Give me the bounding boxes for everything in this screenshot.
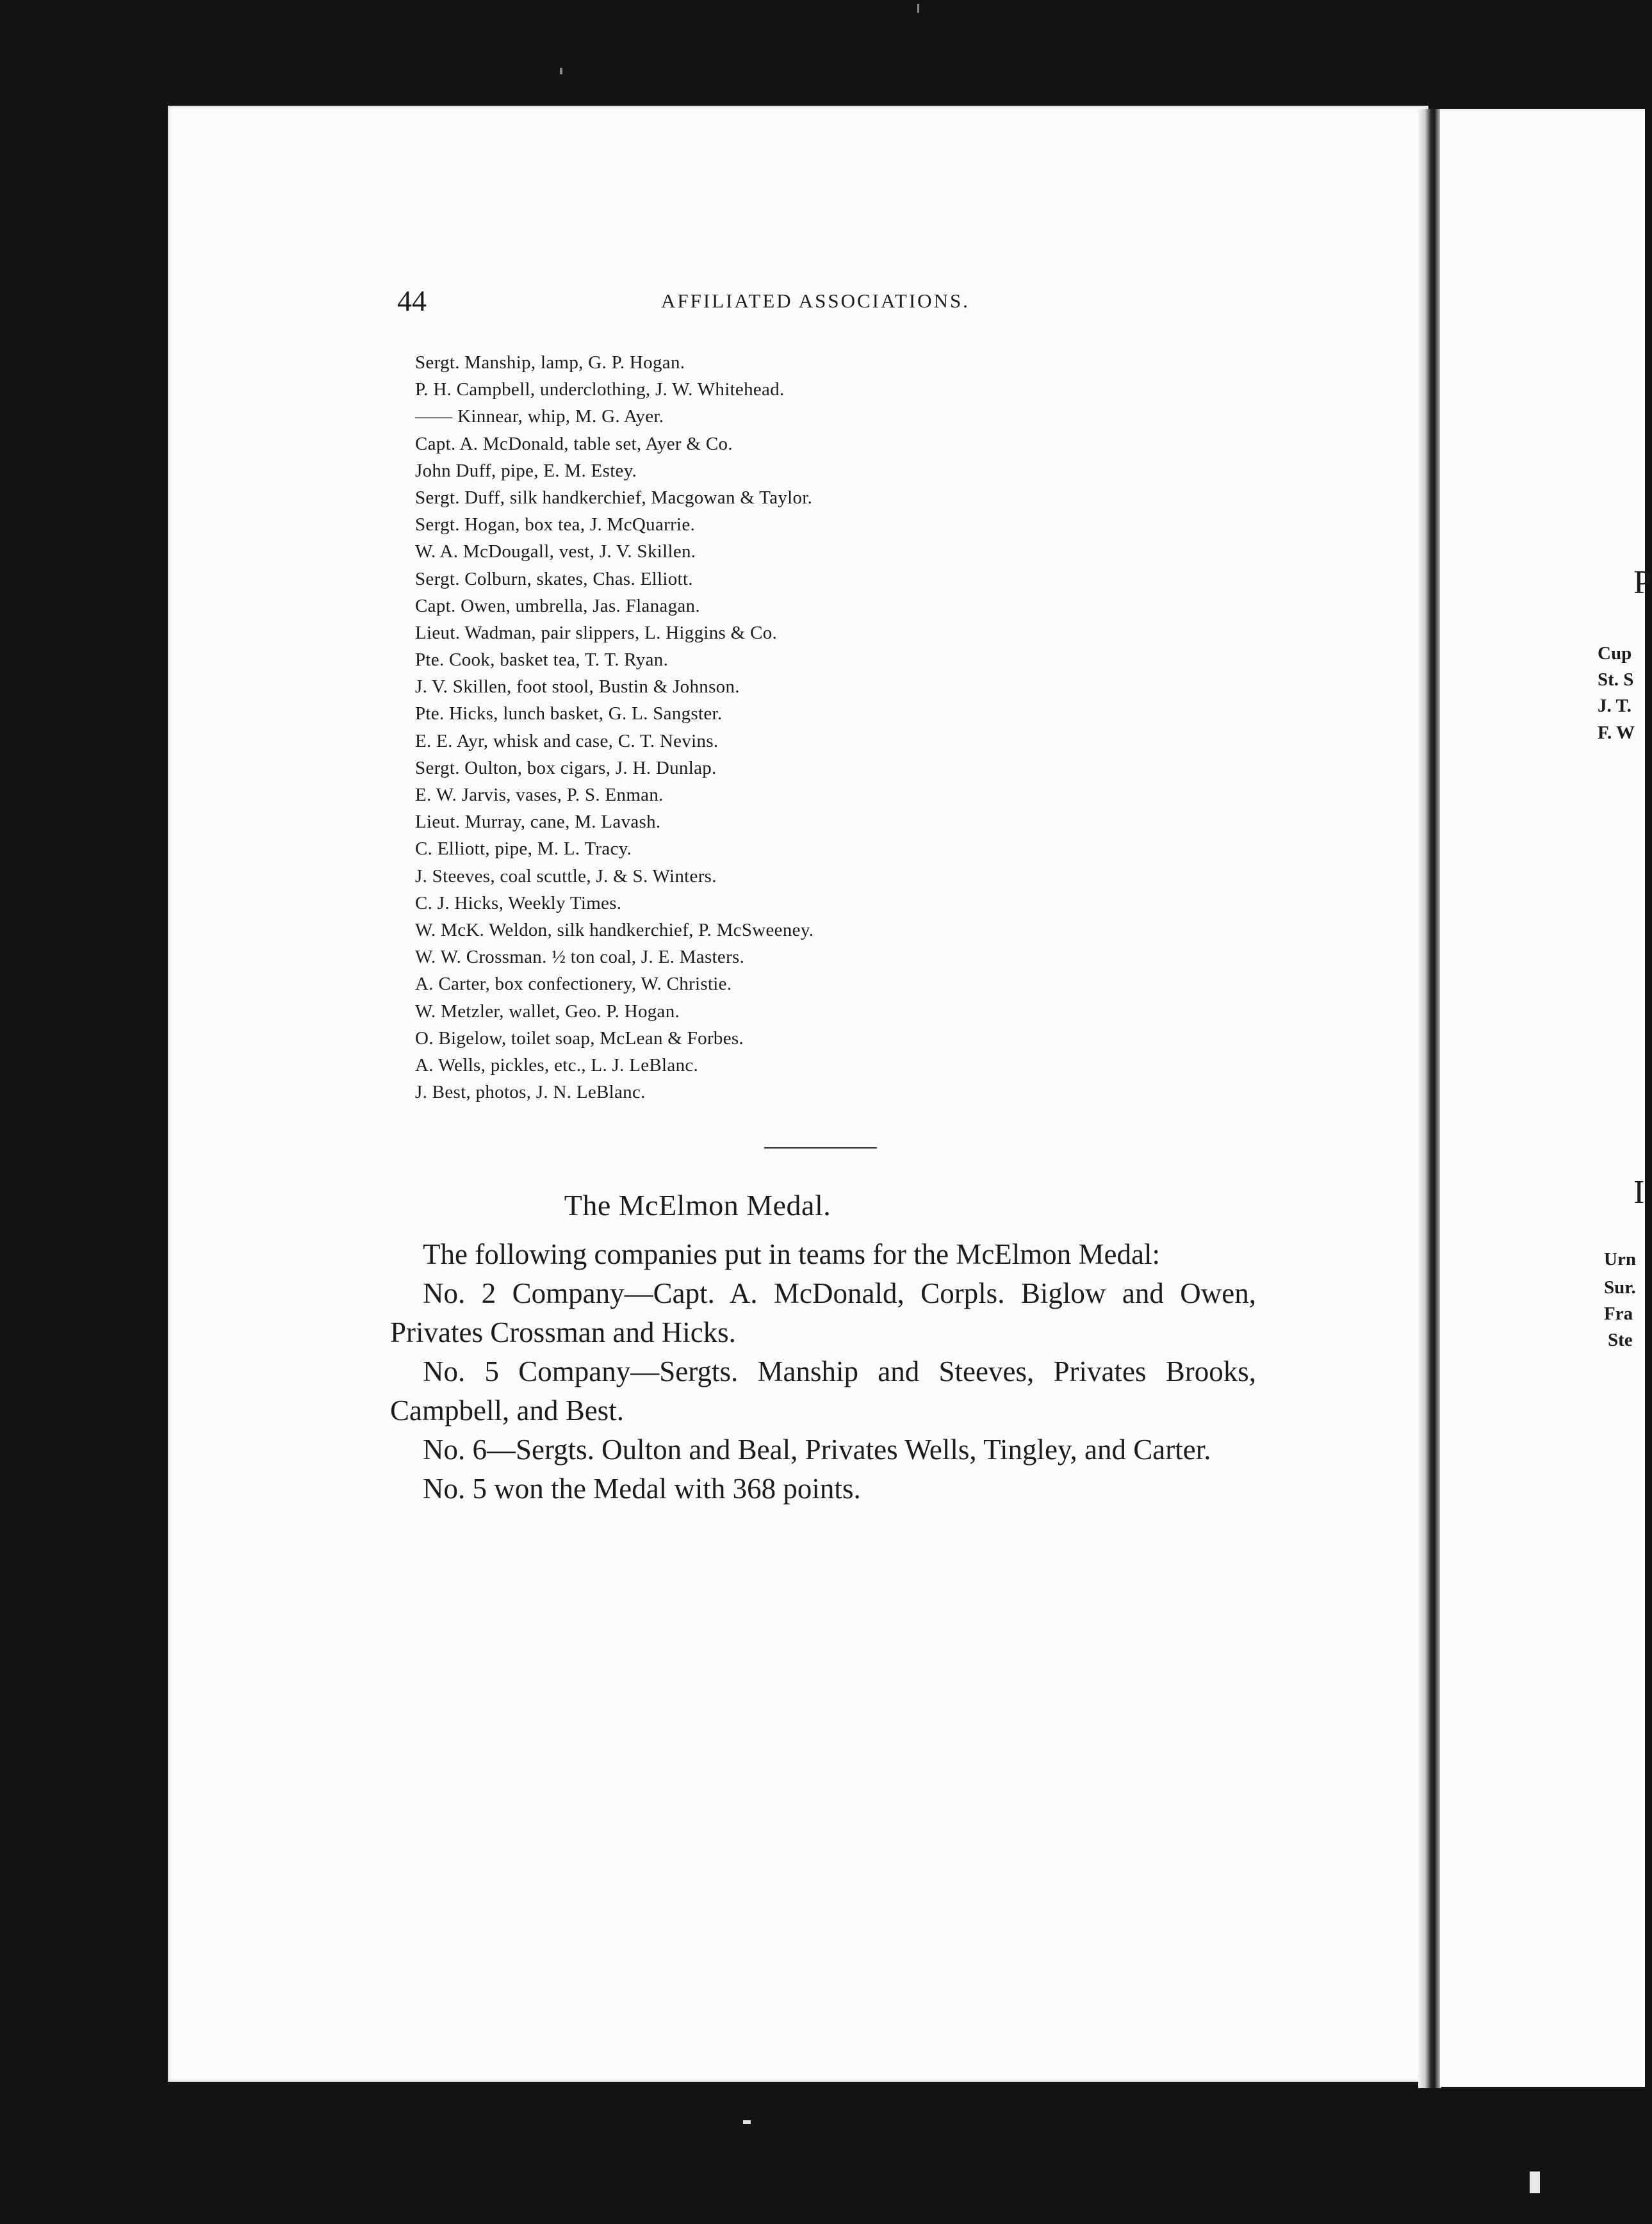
facing-page-line: Urn — [1604, 1249, 1636, 1270]
paragraph: No. 6—Sergts. Oulton and Beal, Privates Wells, Tingley, and Carter. — [423, 1434, 1211, 1466]
list-item: Pte. Hicks, lunch basket, G. L. Sangster. — [415, 703, 723, 724]
page-number: 44 — [397, 284, 427, 317]
list-item: A. Carter, box confectionery, W. Christie. — [415, 974, 732, 995]
facing-page-heading: I — [1633, 1174, 1645, 1211]
facing-page-line: Cup — [1598, 643, 1632, 664]
section-body — [390, 1235, 1256, 1509]
facing-page-line: J. T. — [1598, 696, 1632, 716]
facing-page-line: St. S — [1598, 669, 1634, 690]
list-item: Sergt. Colburn, skates, Chas. Elliott. — [415, 568, 693, 589]
scan-speck — [743, 2120, 751, 2124]
scan-speck — [917, 4, 919, 13]
list-item: C. Elliott, pipe, M. L. Tracy. — [415, 838, 632, 860]
list-item: W. A. McDougall, vest, J. V. Skillen. — [415, 541, 696, 562]
facing-page-line: F. W — [1598, 723, 1635, 743]
list-item: Lieut. Murray, cane, M. Lavash. — [415, 812, 661, 833]
list-item: J. V. Skillen, foot stool, Bustin & Johnson. — [415, 676, 740, 698]
list-item: Pte. Cook, basket tea, T. T. Ryan. — [415, 650, 669, 671]
list-item: W. Metzler, wallet, Geo. P. Hogan. — [415, 1001, 680, 1022]
scan-speck — [560, 68, 562, 74]
list-item: Capt. A. McDonald, table set, Ayer & Co. — [415, 433, 733, 454]
list-item: Lieut. Wadman, pair slippers, L. Higgins & Co. — [415, 622, 778, 643]
facing-page-line: Ste — [1608, 1330, 1633, 1350]
list-item: E. E. Ayr, whisk and case, C. T. Nevins. — [415, 730, 719, 751]
list-item: W. McK. Weldon, silk handkerchief, P. McSweeney. — [415, 919, 814, 940]
list-item: Sergt. Manship, lamp, G. P. Hogan. — [415, 352, 685, 373]
list-item: Sergt. Oulton, box cigars, J. H. Dunlap. — [415, 757, 717, 778]
list-item: W. W. Crossman. ½ ton coal, J. E. Masters. — [415, 947, 745, 968]
page-header — [397, 282, 999, 320]
facing-page-heading: P — [1633, 564, 1652, 601]
facing-page-line: Sur. — [1604, 1277, 1636, 1298]
paragraph: No. 5 Company—Sergts. Manship and Steeves, Privates Brooks, Campbell, and Best. — [390, 1355, 1256, 1427]
prize-list — [415, 349, 992, 1106]
list-item: C. J. Hicks, Weekly Times. — [415, 892, 622, 913]
list-item: O. Bigelow, toilet soap, McLean & Forbes. — [415, 1027, 744, 1049]
list-item: E. W. Jarvis, vases, P. S. Enman. — [415, 785, 664, 805]
scan-speck — [1530, 2171, 1540, 2193]
list-item: John Duff, pipe, E. M. Estey. — [415, 460, 637, 481]
facing-page-fragments — [1598, 0, 1652, 2224]
section-title: The McElmon Medal. — [564, 1189, 831, 1222]
list-item: J. Steeves, coal scuttle, J. & S. Winters. — [415, 865, 717, 887]
list-item: Sergt. Hogan, box tea, J. McQuarrie. — [415, 514, 696, 536]
list-item: P. H. Campbell, underclothing, J. W. Whitehead. — [415, 379, 785, 400]
paragraph: No. 5 won the Medal with 368 points. — [423, 1473, 861, 1505]
section-divider — [764, 1147, 877, 1149]
running-head: AFFILIATED ASSOCIATIONS. — [661, 290, 970, 312]
list-item: J. Best, photos, J. N. LeBlanc. — [415, 1082, 646, 1103]
book-gutter — [1418, 109, 1441, 2088]
paragraph: The following companies put in teams for the McElmon Medal: — [423, 1238, 1160, 1270]
facing-page-line: Fra — [1604, 1304, 1633, 1324]
list-item: A. Wells, pickles, etc., L. J. LeBlanc. — [415, 1054, 699, 1075]
list-item: Sergt. Duff, silk handkerchief, Macgowan & Taylor. — [415, 487, 813, 508]
list-item: —— Kinnear, whip, M. G. Ayer. — [415, 406, 664, 427]
paragraph: No. 2 Company—Capt. A. McDonald, Corpls. Biglow and Owen, Privates Crossman and Hicks. — [390, 1277, 1256, 1348]
list-item: Capt. Owen, umbrella, Jas. Flanagan. — [415, 595, 700, 616]
